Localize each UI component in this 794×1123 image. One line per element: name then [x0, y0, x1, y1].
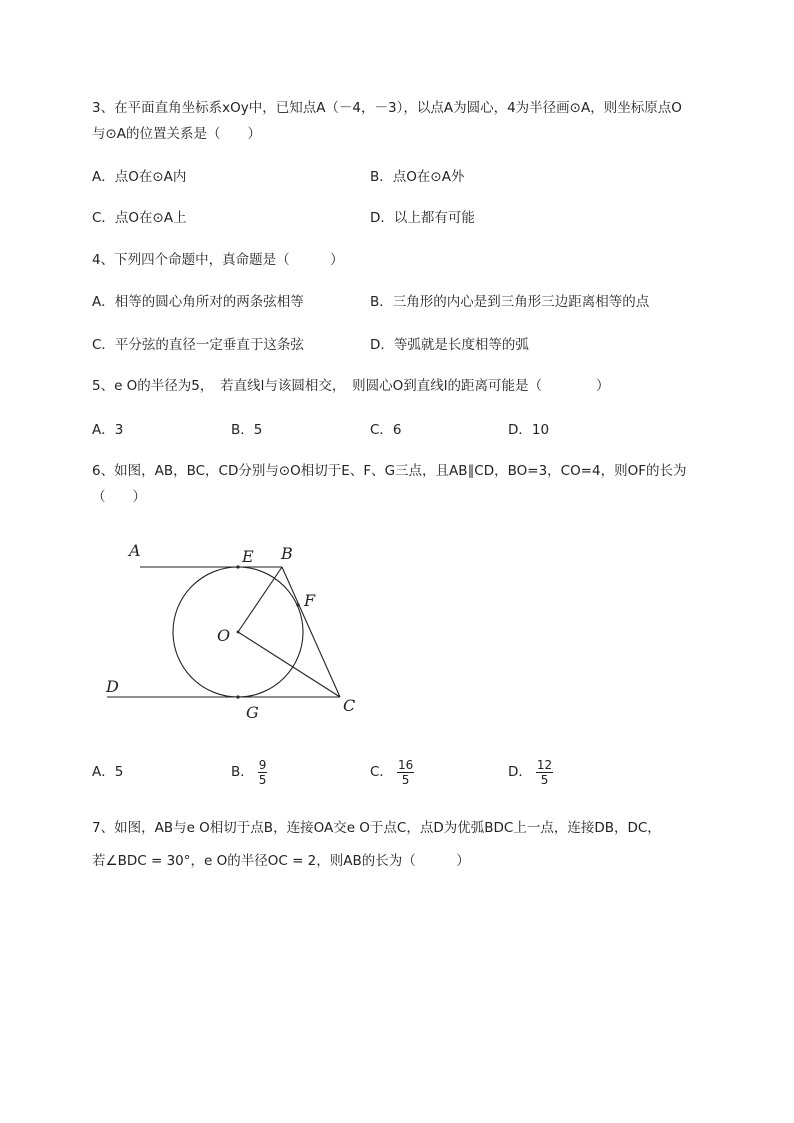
q4-stem: 4、下列四个命题中，真命题是（ ） — [92, 252, 344, 268]
q3-stem-line2: 与⊙A的位置关系是（ ） — [92, 126, 262, 142]
q6-option-c-fraction — [397, 758, 414, 787]
q6-option-b-denominator: 5 — [258, 772, 267, 787]
label-e: E — [242, 547, 254, 566]
q3-stem-line1: 3、在平面直角坐标系xOy中，已知点A（－4，－3），以点A为圆心，4为半径画⊙A，则坐标原点O — [92, 100, 682, 116]
q7-stem-line2: 若∠BDC = 30°，e O的半径OC = 2，则AB的长为（ ） — [92, 853, 470, 869]
q6-option-b-fraction — [258, 758, 268, 787]
tangent-line-bc — [282, 567, 340, 697]
q6-option-b — [231, 754, 267, 790]
q5-option-b: B．5 — [231, 422, 263, 438]
label-f: F — [304, 591, 316, 610]
q3-option-c: C．点O在⊙A上 — [92, 210, 187, 226]
q7-stem-line1: 7、如图，AB与e O相切于点B，连接OA交e O于点C，点D为优弧BDC上一点，连接DB，DC， — [92, 820, 661, 836]
q4-option-d: D．等弧就是长度相等的弧 — [370, 337, 529, 353]
q5-option-d: D．10 — [508, 422, 550, 438]
q6-option-c-numerator: 16 — [397, 757, 414, 772]
segment-ob — [238, 567, 282, 632]
q3-option-d: D．以上都有可能 — [370, 210, 475, 226]
label-o: O — [217, 626, 231, 645]
q6-option-d-letter: D． — [508, 764, 532, 780]
circle-o — [173, 567, 303, 697]
q6-option-d — [508, 754, 553, 790]
label-g: G — [246, 703, 259, 722]
point-f — [296, 603, 299, 606]
q5-stem: 5、e O的半径为5， 若直线l与该圆相交， 则圆心O到直线l的距离可能是（ ） — [92, 378, 610, 394]
label-c: C — [343, 696, 356, 715]
label-a: A — [129, 541, 141, 560]
q6-option-a: A．5 — [92, 764, 124, 780]
q6-option-b-letter: B． — [231, 764, 254, 780]
q5-option-a: A．3 — [92, 422, 124, 438]
q6-option-c — [370, 754, 414, 790]
point-o — [237, 631, 240, 634]
q6-stem-line1: 6、如图，AB，BC，CD分别与⊙O相切于E、F、G三点，且AB∥CD，BO=3，CO=4，则OF的长为 — [92, 463, 687, 479]
q6-option-b-numerator: 9 — [258, 757, 267, 772]
q6-stem-line2: （ ） — [92, 489, 146, 505]
q6-option-c-denominator: 5 — [401, 772, 410, 787]
label-d: D — [106, 677, 119, 696]
label-b: B — [281, 544, 293, 563]
segment-oc — [238, 632, 340, 697]
q6-option-d-denominator: 5 — [540, 772, 549, 787]
q6-option-c-letter: C． — [370, 764, 393, 780]
q6-option-d-numerator: 12 — [536, 757, 553, 772]
q5-option-c: C．6 — [370, 422, 402, 438]
point-e — [236, 565, 239, 568]
q4-option-c: C．平分弦的直径一定垂直于这条弦 — [92, 337, 304, 353]
point-g — [236, 695, 239, 698]
q3-option-b: B．点O在⊙A外 — [370, 169, 465, 185]
q4-option-b: B．三角形的内心是到三角形三边距离相等的点 — [370, 294, 650, 310]
q6-option-d-fraction — [536, 758, 553, 787]
q3-option-a: A．点O在⊙A内 — [92, 169, 187, 185]
q4-option-a: A．相等的圆心角所对的两条弦相等 — [92, 294, 304, 310]
